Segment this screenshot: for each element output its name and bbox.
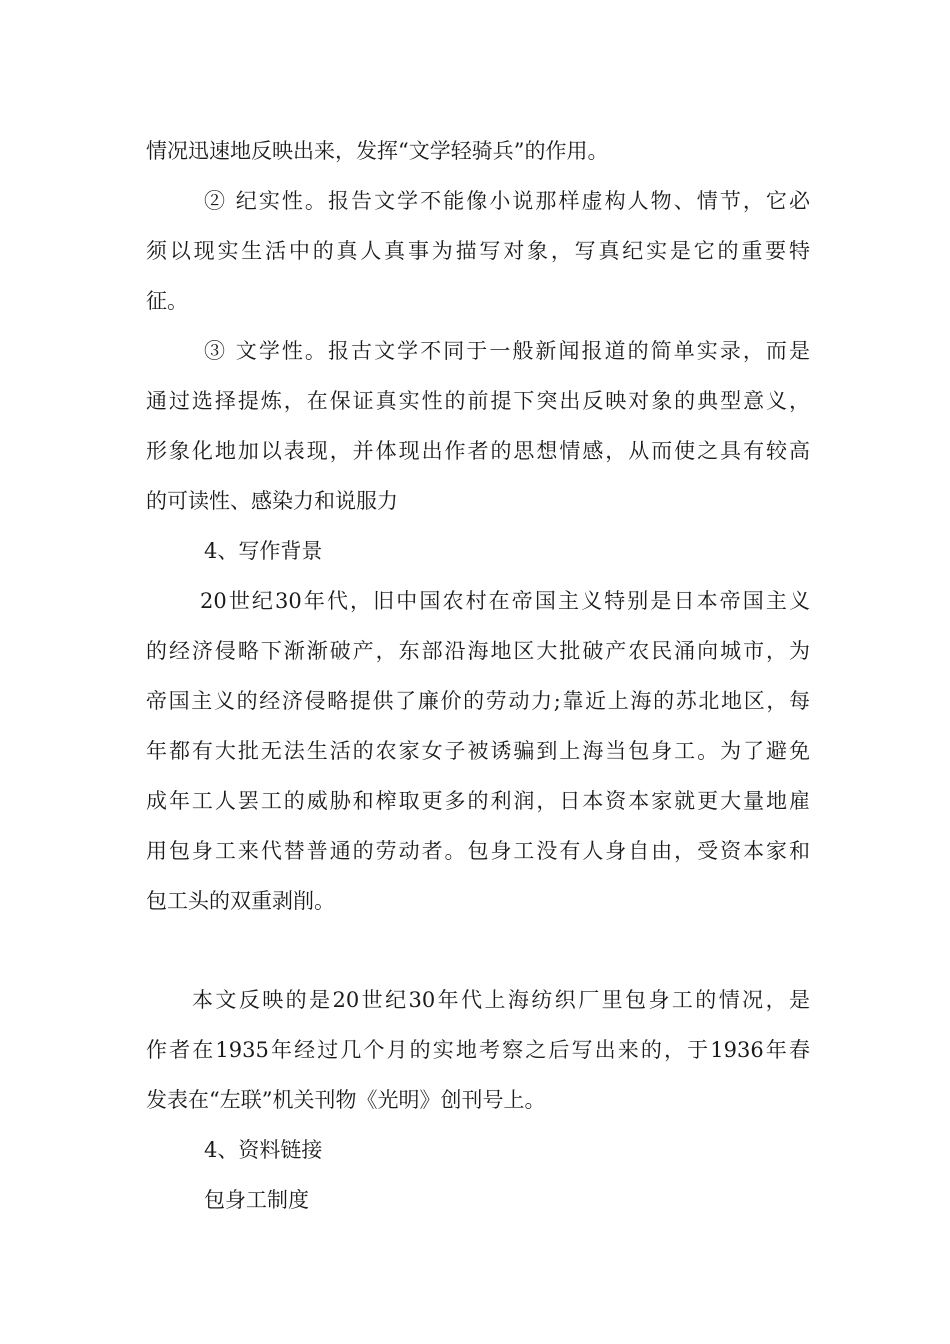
paragraph-line: 本文反映的是20世纪30年代上海纺织厂里包身工的情况，是 [192, 988, 810, 1012]
subsection-heading: 包身工制度 [204, 1188, 309, 1212]
section-heading: 4、写作背景 [204, 539, 323, 563]
paragraph-line: 帝国主义的经济侵略提供了廉价的劳动力;靠近上海的苏北地区，每 [146, 689, 810, 713]
paragraph-line: ③ 文学性。报古文学不同于一般新闻报道的简单实录，而是 [204, 339, 810, 363]
paragraph-line: 征。 [146, 289, 188, 313]
paragraph-line: 通过选择提炼，在保证真实性的前提下突出反映对象的典型意义， [146, 389, 810, 413]
paragraph-line: 用包身工来代替普通的劳动者。包身工没有人身自由，受资本家和 [146, 839, 810, 863]
paragraph-line: 成年工人罢工的威胁和榨取更多的利润，日本资本家就更大量地雇 [146, 789, 810, 813]
paragraph-line: 发表在“左联”机关刊物《光明》创刊号上。 [146, 1088, 546, 1112]
paragraph-line: 包工头的双重剥削。 [146, 889, 335, 913]
paragraph-line: 情况迅速地反映出来，发挥“文学轻骑兵”的作用。 [146, 139, 609, 163]
section-heading: 4、资料链接 [204, 1138, 323, 1162]
paragraph-line: 作者在1935年经过几个月的实地考察之后写出来的，于1936年春 [146, 1038, 810, 1062]
paragraph-line: 年都有大批无法生活的农家女子被诱骗到上海当包身工。为了避免 [146, 739, 810, 763]
paragraph-line: ② 纪实性。报告文学不能像小说那样虚构人物、情节，它必 [204, 189, 810, 213]
paragraph-line: 须以现实生活中的真人真事为描写对象，写真纪实是它的重要特 [146, 239, 810, 263]
paragraph-line: 形象化地加以表现，并体现出作者的思想情感，从而使之具有较高 [146, 439, 810, 463]
paragraph-line: 20世纪30年代，旧中国农村在帝国主义特别是日本帝国主义 [200, 589, 810, 613]
paragraph-line: 的经济侵略下渐渐破产，东部沿海地区大批破产农民涌向城市，为 [146, 639, 810, 663]
paragraph-line: 的可读性、感染力和说服力 [146, 489, 398, 513]
